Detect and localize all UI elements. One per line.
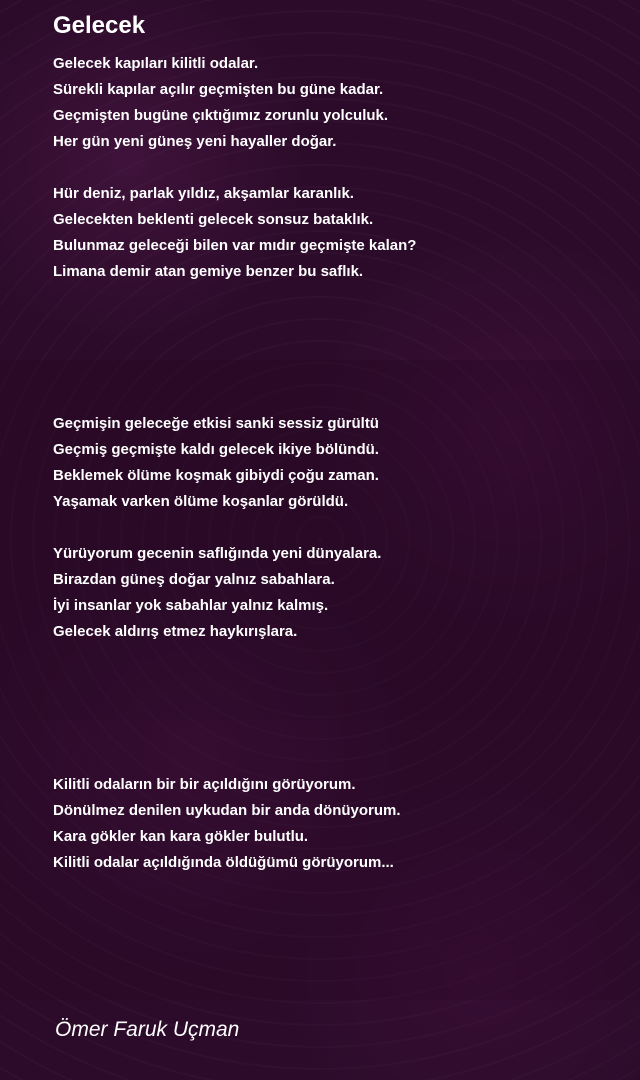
poem-line: Bulunmaz geleceği bilen var mıdır geçmişte kalan?: [53, 237, 417, 254]
poem-title: Gelecek: [53, 12, 146, 39]
poem-line: Birazdan güneş doğar yalnız sabahlara.: [53, 571, 335, 588]
poem-line: Geçmişin geleceğe etkisi sanki sessiz gürültü: [53, 415, 379, 432]
poem-line: Her gün yeni güneş yeni hayaller doğar.: [53, 133, 337, 150]
poem-line: İyi insanlar yok sabahlar yalnız kalmış.: [53, 597, 329, 614]
poem-line: Kilitli odaların bir bir açıldığını görüyorum.: [53, 776, 356, 793]
stanza-3: [53, 411, 379, 515]
stanza-2: [53, 181, 416, 285]
poem-line: Dönülmez denilen uykudan bir anda dönüyorum.: [53, 802, 401, 819]
poem-line: Geçmiş geçmişte kaldı gelecek ikiye bölündü.: [53, 441, 379, 458]
poem-line: Kara gökler kan kara gökler bulutlu.: [53, 828, 309, 845]
poem-line: Yaşamak varken ölüme koşanlar görüldü.: [53, 493, 349, 510]
stanza-1: [53, 51, 388, 155]
poem-line: Gelecek aldırış etmez haykırışlara.: [53, 623, 298, 640]
poem-line: Sürekli kapılar açılır geçmişten bu güne kadar.: [53, 81, 384, 98]
poem-line: Beklemek ölüme koşmak gibiydi çoğu zaman.: [53, 467, 379, 484]
poem-line: Limana demir atan gemiye benzer bu saflık.: [53, 263, 364, 280]
poem-line: Geçmişten bugüne çıktığımız zorunlu yolculuk.: [53, 107, 389, 124]
poem-line: Hür deniz, parlak yıldız, akşamlar karanlık.: [53, 185, 354, 202]
poem-line: Yürüyorum gecenin saflığında yeni dünyalara.: [53, 545, 382, 562]
poem-line: Gelecekten beklenti gelecek sonsuz bataklık.: [53, 211, 374, 228]
author-name: Ömer Faruk Uçman: [55, 1018, 240, 1041]
poem-line: Kilitli odalar açıldığında öldüğümü görüyorum...: [53, 854, 394, 871]
poem-line: Gelecek kapıları kilitli odalar.: [53, 55, 259, 72]
stanza-4: [53, 541, 381, 645]
stanza-5: [53, 772, 401, 876]
